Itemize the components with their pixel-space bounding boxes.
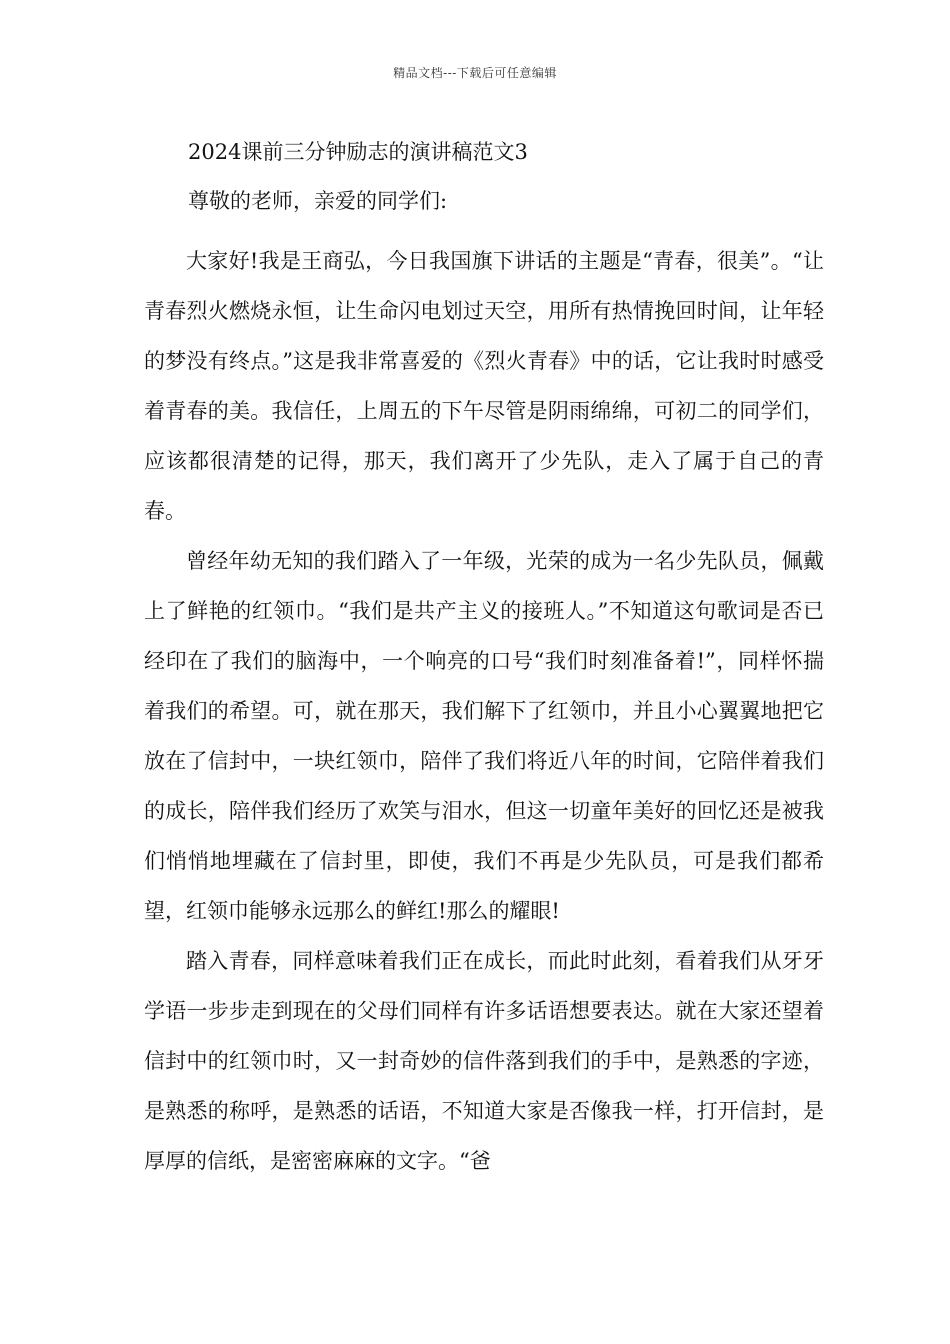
document-title: 2024课前三分钟励志的演讲稿范文3 xyxy=(188,140,528,164)
salutation: 尊敬的老师，亲爱的同学们: xyxy=(188,189,448,213)
document-body xyxy=(144,236,824,1186)
header-note: 精品文档---下载后可任意编辑 xyxy=(393,66,557,80)
paragraph-2: 曾经年幼无知的我们踏入了一年级，光荣的成为一名少先队员，佩戴上了鲜艳的红领巾。“我们是共产主义的接班人。”不知道这句歌词是否已经印在了我们的脑海中，一个响亮的口号“我们时刻准备着!”，同样怀揣着我们的希望。可，就在那天，我们解下了红领巾，并且小心翼翼地把它放在了信封中，一块红领巾，陪伴了我们将近八年的时间，它陪伴着我们的成长，陪伴我们经历了欢笑与泪水，但这一切童年美好的回忆还是被我们悄悄地埋藏在了信封里，即使，我们不再是少先队员，可是我们都希望，红领巾能够永远那么的鲜红!那么的耀眼! xyxy=(144,549,824,923)
paragraph-3: 踏入青春，同样意味着我们正在成长，而此时此刻，看着我们从牙牙学语一步步走到现在的父母们同样有许多话语想要表达。就在大家还望着信封中的红领巾时，又一封奇妙的信件落到我们的手中，是熟悉的字迹，是熟悉的称呼，是熟悉的话语，不知道大家是否像我一样，打开信封，是厚厚的信纸，是密密麻麻的文字。“爸 xyxy=(144,949,824,1173)
paragraph-1: 大家好!我是王商弘，今日我国旗下讲话的主题是“青春，很美”。“让青春烈火燃烧永恒，让生命闪电划过天空，用所有热情挽回时间，让年轻的梦没有终点。”这是我非常喜爱的《烈火青春》中的话，它让我时时感受着青春的美。我信任，上周五的下午尽管是阴雨绵绵，可初二的同学们，应该都很清楚的记得，那天，我们离开了少先队，走入了属于自己的青春。 xyxy=(144,249,824,523)
